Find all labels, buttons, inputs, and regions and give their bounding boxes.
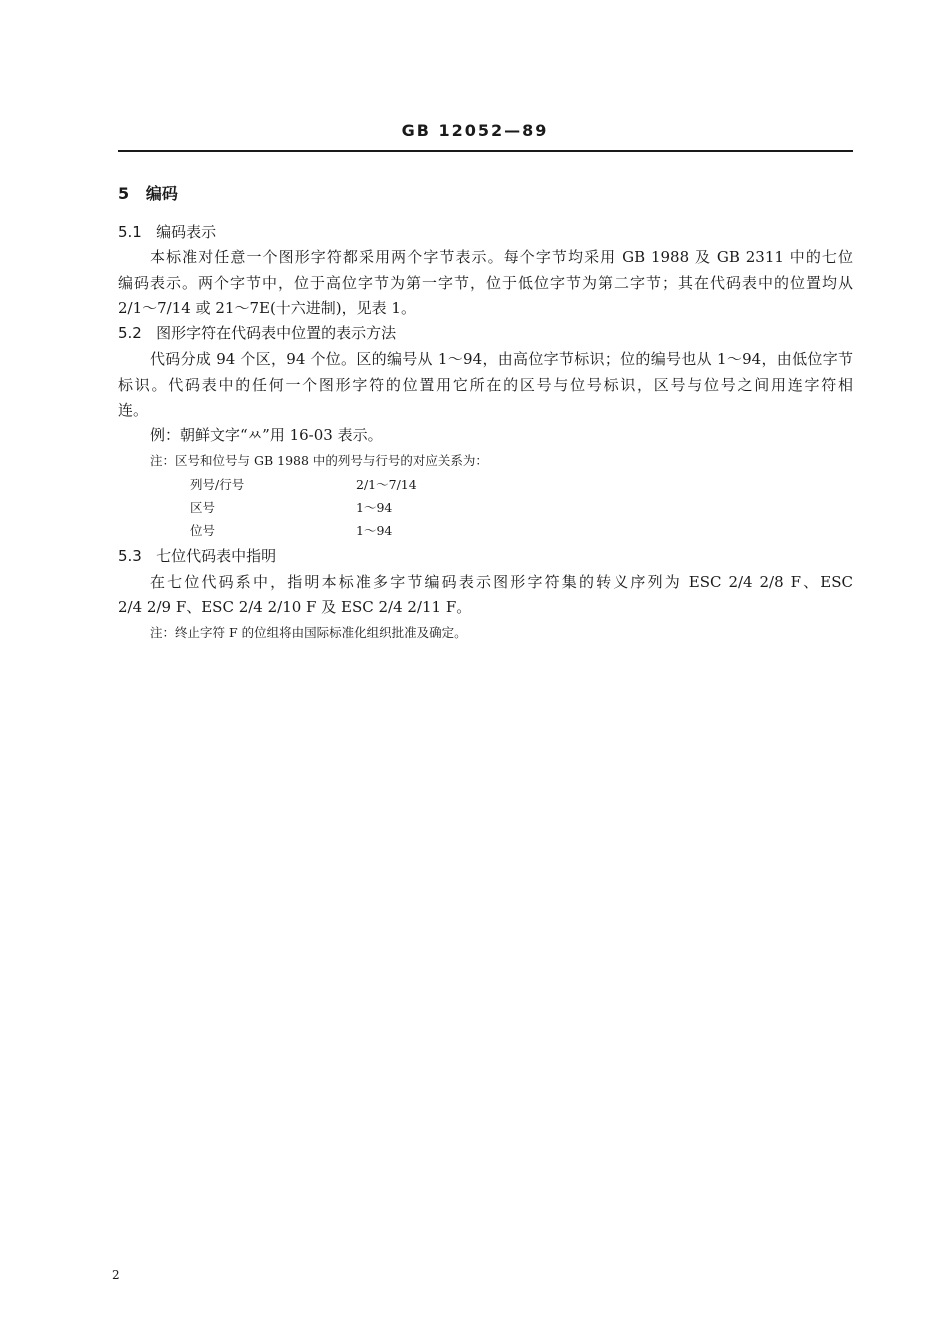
section-5-1-line-1: 本标准对任意一个图形字符都采用两个字节表示。每个字节均采用 GB 1988 及 GB 2311 中的七位 — [150, 248, 853, 266]
section-5-heading — [118, 181, 178, 204]
section-5-2-line-3: 连。 — [118, 401, 149, 419]
section-5-1-title: 编码表示 — [156, 223, 217, 241]
section-5-2-heading — [118, 322, 396, 343]
header-rule — [118, 150, 853, 152]
section-5-3-note: 注：终止字符 F 的位组将由国际标准化组织批准及确定。 — [150, 625, 467, 640]
section-5-1-line-2: 编码表示。两个字节中，位于高位字节为第一字节，位于低位字节为第二字节；其在代码表中的位置均从 — [118, 274, 853, 292]
section-5-2-line-2: 标识。代码表中的任何一个图形字符的位置用它所在的区号与位号标识，区号与位号之间用连字符相 — [118, 376, 853, 394]
section-5-3-line-1: 在七位代码系中，指明本标准多字节编码表示图形字符集的转义序列为 ESC 2/4 2/8 F、ESC — [150, 573, 853, 591]
mapping-label-column-row: 列号/行号 — [190, 477, 245, 492]
mapping-label-position: 位号 — [190, 523, 216, 538]
section-5-2-example: 例：朝鲜文字“ㅆ”用 16-03 表示。 — [150, 426, 383, 444]
section-5-3-heading — [118, 545, 276, 566]
mapping-value-zone: 1～94 — [356, 500, 393, 515]
section-5-3-title: 七位代码表中指明 — [156, 547, 277, 565]
mapping-value-column-row: 2/1～7/14 — [356, 477, 417, 492]
section-5-2-number: 5.2 — [118, 324, 142, 342]
standard-code-header: GB 12052—89 — [401, 121, 549, 140]
section-5-1-number: 5.1 — [118, 223, 142, 241]
section-5-number: 5 — [118, 184, 130, 203]
page-number: 2 — [112, 1268, 120, 1282]
section-5-2-note: 注：区号和位号与 GB 1988 中的列号与行号的对应关系为： — [150, 453, 488, 468]
section-5-2-line-1: 代码分成 94 个区，94 个位。区的编号从 1～94，由高位字节标识；位的编号也从 1～94，由低位字节 — [150, 350, 853, 368]
section-5-3-number: 5.3 — [118, 547, 142, 565]
section-5-1-heading — [118, 221, 216, 242]
section-5-3-line-2: 2/4 2/9 F、ESC 2/4 2/10 F 及 ESC 2/4 2/11 F。 — [118, 598, 472, 616]
section-5-title: 编码 — [145, 184, 178, 203]
section-5-2-title: 图形字符在代码表中位置的表示方法 — [156, 324, 397, 342]
mapping-label-zone: 区号 — [190, 500, 216, 515]
mapping-value-position: 1～94 — [356, 523, 393, 538]
section-5-1-line-3: 2/1～7/14 或 21～7E(十六进制)，见表 1。 — [118, 299, 416, 317]
